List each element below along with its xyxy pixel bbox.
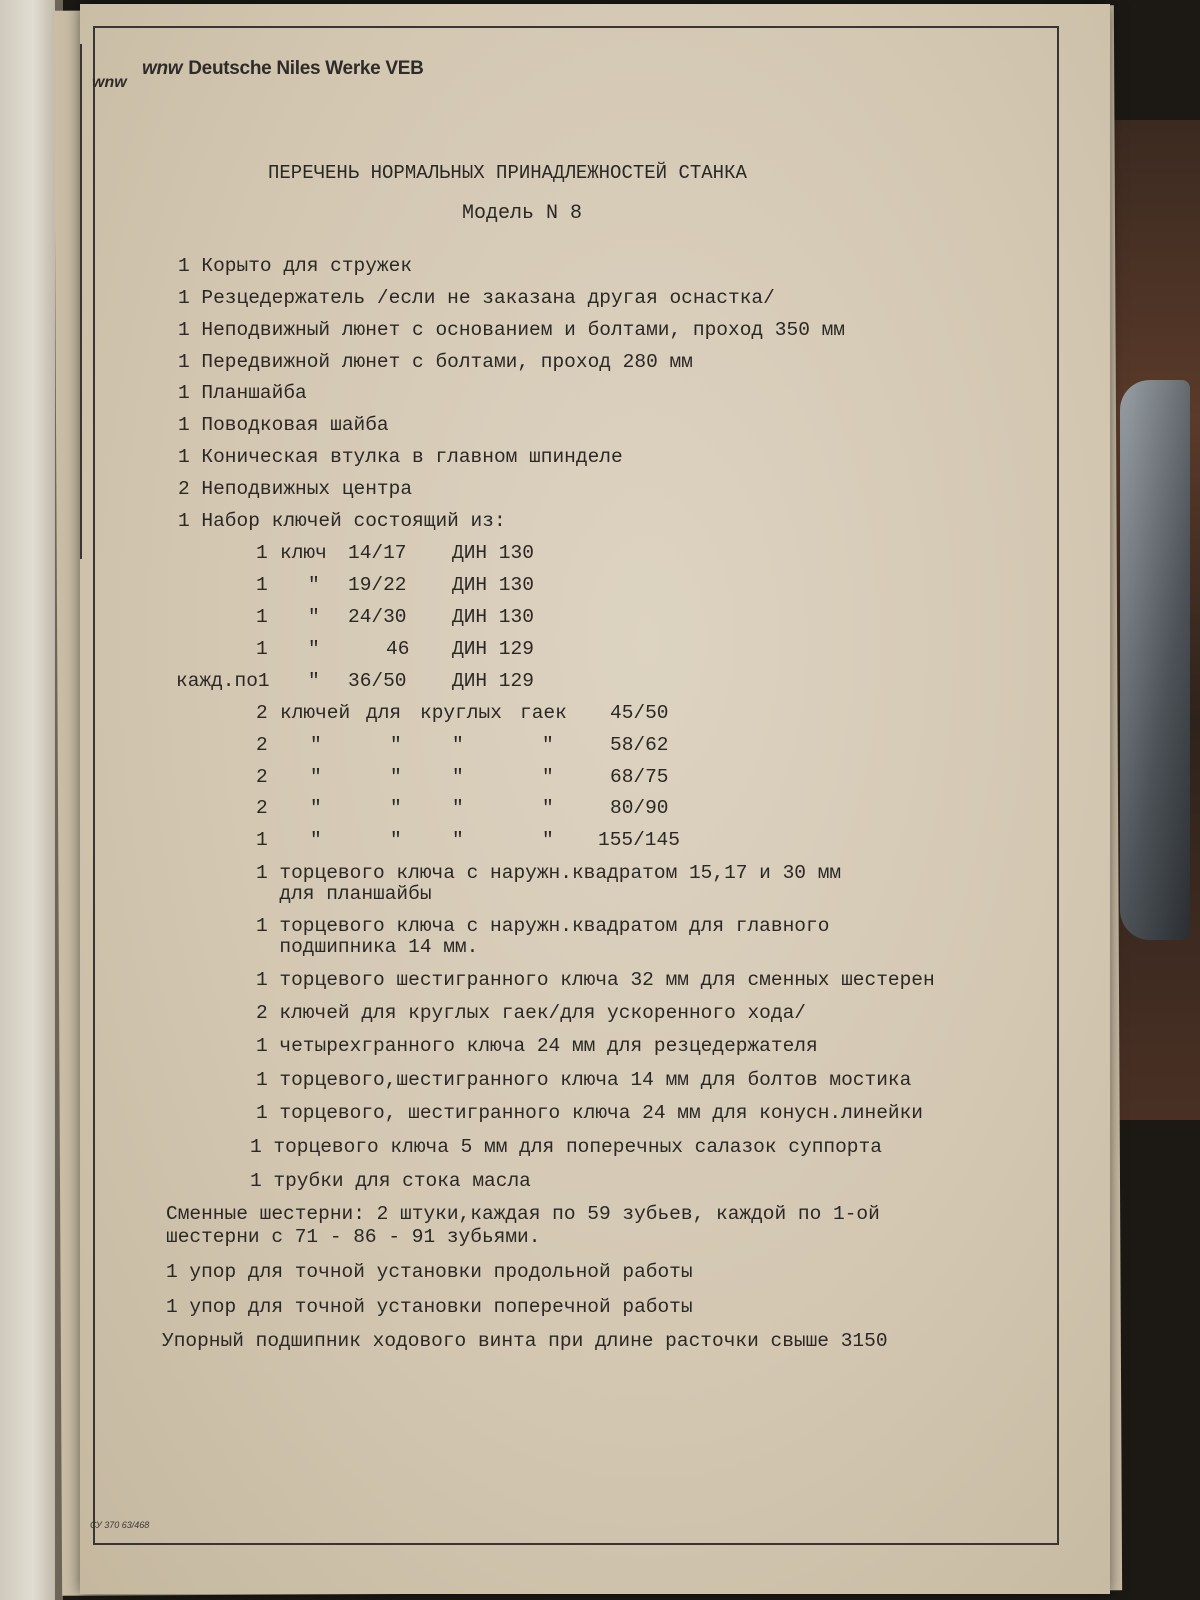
footer-line: Упорный подшипник ходового винта при длине расточки свыше 3150: [162, 1330, 888, 1352]
nut-key-word: ": [452, 829, 464, 851]
model-number: Модель N 8: [462, 202, 583, 225]
key-standard: ДИН 129: [452, 638, 534, 660]
company-letterhead: [142, 58, 424, 80]
nut-key-word: ": [310, 766, 322, 788]
nut-key-size: 155/145: [598, 829, 680, 851]
list-item: 1 Набор ключей состоящий из:: [178, 510, 506, 532]
nut-key-word: ": [390, 797, 402, 819]
list-item: 2 Неподвижных центра: [178, 478, 413, 500]
sub-item-line: 2 ключей для круглых гаек/для ускоренного хода/: [256, 1002, 806, 1024]
key-name: ": [308, 606, 320, 628]
nut-key-size: 68/75: [610, 766, 669, 788]
sub-item-line: 1 торцевого ключа с наружн.квадратом 15,17 и 30 мм: [256, 862, 842, 884]
nut-key-word: ": [310, 829, 322, 851]
nut-key-word: ": [310, 797, 322, 819]
nut-key-word: ключей: [280, 702, 351, 724]
key-qty: 1: [256, 606, 268, 628]
key-name: ": [308, 670, 320, 692]
key-name: ": [308, 574, 320, 596]
nut-key-word: ": [452, 797, 464, 819]
key-size: 14/17: [348, 542, 407, 564]
sub-item-line: 1 торцевого, шестигранного ключа 24 мм для конусн.линейки: [256, 1102, 924, 1124]
list-item: 1 Резцедержатель /если не заказана другая оснастка/: [178, 287, 775, 309]
company-logo-icon: wnw: [142, 58, 183, 79]
nut-key-word: ": [452, 766, 464, 788]
nut-key-size: 45/50: [610, 702, 669, 724]
nut-key-qty: 1: [256, 829, 268, 851]
list-item: 1 Передвижной люнет с болтами, проход 280 мм: [178, 351, 693, 373]
nut-key-word: для: [366, 702, 402, 724]
sub-item-line: подшипника 14 мм.: [256, 936, 479, 958]
key-size: 36/50: [348, 670, 407, 692]
nut-key-word: ": [542, 829, 554, 851]
side-logo-mark: wnw: [92, 74, 127, 91]
list-item: 1 Коническая втулка в главном шпинделе: [178, 446, 623, 468]
nut-key-qty: 2: [256, 734, 268, 756]
key-size: 19/22: [348, 574, 407, 596]
nut-key-word: ": [390, 829, 402, 851]
document-page: [80, 4, 1110, 1594]
sub-item-line: 1 трубки для стока масла: [250, 1170, 531, 1192]
nut-key-word: ": [542, 766, 554, 788]
list-item: 1 Корыто для стружек: [178, 255, 413, 277]
sub-item-line: 1 торцевого,шестигранного ключа 14 мм для болтов мостика: [256, 1069, 912, 1091]
key-name: ключ: [280, 542, 327, 564]
nut-key-qty: 2: [256, 702, 268, 724]
key-qty: кажд.по1: [176, 670, 270, 692]
nut-key-qty: 2: [256, 766, 268, 788]
nut-key-word: ": [542, 797, 554, 819]
sub-item-line: 1 торцевого ключа с наружн.квадратом для главного: [256, 915, 830, 937]
key-size: 24/30: [348, 606, 407, 628]
binder-cover: [0, 0, 60, 1600]
list-item: 1 Поводковая шайба: [178, 414, 389, 436]
key-qty: 1: [256, 574, 268, 596]
footer-line: Сменные шестерни: 2 штуки,каждая по 59 зубьев, каждой по 1-ой: [166, 1203, 880, 1225]
nut-key-size: 80/90: [610, 797, 669, 819]
nut-key-word: ": [542, 734, 554, 756]
sub-item-line: 1 четырехгранного ключа 24 мм для резцедержателя: [256, 1035, 818, 1057]
footer-line: 1 упор для точной установки поперечной работы: [166, 1296, 693, 1318]
nut-key-word: круглых: [420, 702, 502, 724]
list-item: 1 Неподвижный люнет с основанием и болтами, проход 350 мм: [178, 319, 846, 341]
footer-line: 1 упор для точной установки продольной работы: [166, 1261, 693, 1283]
key-standard: ДИН 130: [452, 574, 534, 596]
nut-key-word: гаек: [520, 702, 567, 724]
company-name: Deutsche Niles Werke VEB: [188, 58, 424, 79]
margin-line: [80, 44, 82, 559]
nut-key-word: ": [390, 734, 402, 756]
sub-item-line: 1 торцевого шестигранного ключа 32 мм для сменных шестерен: [256, 969, 935, 991]
nut-key-word: ": [310, 734, 322, 756]
footer-line: шестерни с 71 - 86 - 91 зубьями.: [166, 1226, 541, 1248]
key-standard: ДИН 130: [452, 542, 534, 564]
nut-key-word: ": [390, 766, 402, 788]
key-size: 46: [386, 638, 410, 660]
nut-key-qty: 2: [256, 797, 268, 819]
document-title: ПЕРЕЧЕНЬ НОРМАЛЬНЫХ ПРИНАДЛЕЖНОСТЕЙ СТАНКА: [268, 162, 747, 184]
metal-tool: [1120, 380, 1190, 940]
list-item: 1 Планшайба: [178, 382, 307, 404]
nut-key-word: ": [452, 734, 464, 756]
key-standard: ДИН 129: [452, 670, 534, 692]
key-qty: 1: [256, 542, 268, 564]
key-name: ": [308, 638, 320, 660]
nut-key-size: 58/62: [610, 734, 669, 756]
sub-item-line: для планшайбы: [256, 883, 432, 905]
key-qty: 1: [256, 638, 268, 660]
form-code: СУ 370 63/468: [90, 1520, 150, 1530]
key-standard: ДИН 130: [452, 606, 534, 628]
sub-item-line: 1 торцевого ключа 5 мм для поперечных салазок суппорта: [250, 1136, 882, 1158]
